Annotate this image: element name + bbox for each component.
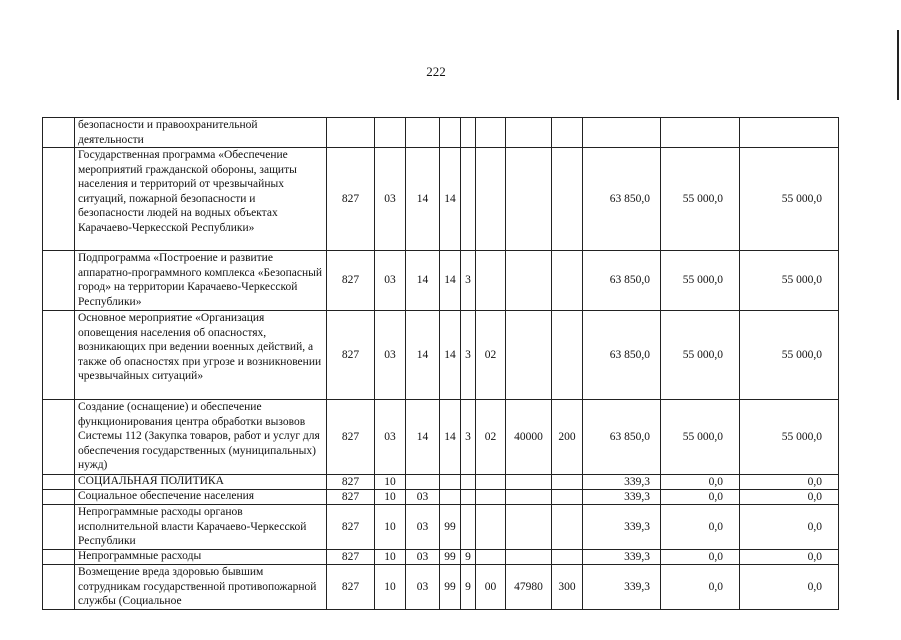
direction-code-cell: 47980 xyxy=(506,565,552,610)
subprogram-code-cell: 3 xyxy=(461,400,476,475)
admin-code-cell: 827 xyxy=(327,475,375,490)
direction-code-cell xyxy=(506,311,552,400)
subsection-code-cell: 03 xyxy=(406,565,440,610)
item-name-cell: Непрограммные расходы органов исполнительной власти Карачаево-Черкесской Республики xyxy=(75,505,327,550)
subsection-code-cell: 14 xyxy=(406,251,440,311)
subprogram-code-cell xyxy=(461,505,476,550)
subsection-code-cell: 14 xyxy=(406,400,440,475)
admin-code-cell: 827 xyxy=(327,251,375,311)
amount-year3-cell: 0,0 xyxy=(740,490,839,505)
section-code-cell: 10 xyxy=(375,490,406,505)
expense-type-cell xyxy=(552,148,583,251)
row-number-cell xyxy=(43,311,75,400)
amount-year3-cell: 55 000,0 xyxy=(740,148,839,251)
admin-code-cell: 827 xyxy=(327,505,375,550)
admin-code-cell xyxy=(327,118,375,148)
expense-type-cell xyxy=(552,118,583,148)
section-code-cell: 10 xyxy=(375,505,406,550)
section-code-cell: 10 xyxy=(375,565,406,610)
table-row xyxy=(43,118,839,148)
row-number-cell xyxy=(43,550,75,565)
admin-code-cell: 827 xyxy=(327,565,375,610)
program-code-cell: 99 xyxy=(440,565,461,610)
row-number-cell xyxy=(43,148,75,251)
item-name-cell: Основное мероприятие «Организация оповещения населения об опасностях, возникающих при ведении военных действий, а также об опасностях при угрозе и возникновении чрезвычайных ситуаций» xyxy=(75,311,327,400)
expense-type-cell xyxy=(552,505,583,550)
section-code-cell xyxy=(375,118,406,148)
admin-code-cell: 827 xyxy=(327,400,375,475)
direction-code-cell xyxy=(506,475,552,490)
page-number: 222 xyxy=(426,64,446,79)
table-row xyxy=(43,400,839,475)
direction-code-cell xyxy=(506,118,552,148)
subprogram-code-cell xyxy=(461,475,476,490)
amount-year1-cell: 339,3 xyxy=(583,505,661,550)
section-code-cell: 03 xyxy=(375,311,406,400)
event-code-cell xyxy=(476,251,506,311)
event-code-cell: 00 xyxy=(476,565,506,610)
amount-year2-cell xyxy=(661,118,740,148)
item-name-cell: СОЦИАЛЬНАЯ ПОЛИТИКА xyxy=(75,475,327,490)
expense-type-cell xyxy=(552,475,583,490)
amount-year1-cell: 63 850,0 xyxy=(583,251,661,311)
table-row xyxy=(43,565,839,610)
subsection-code-cell xyxy=(406,475,440,490)
subsection-code-cell: 03 xyxy=(406,550,440,565)
event-code-cell: 02 xyxy=(476,400,506,475)
table-row xyxy=(43,251,839,311)
item-name-cell: Социальное обеспечение населения xyxy=(75,490,327,505)
row-number-cell xyxy=(43,490,75,505)
amount-year1-cell: 339,3 xyxy=(583,490,661,505)
subsection-code-cell: 03 xyxy=(406,490,440,505)
item-name-cell: Непрограммные расходы xyxy=(75,550,327,565)
item-name-cell: Подпрограмма «Построение и развитие аппаратно-программного комплекса «Безопасный город» на территории Карачаево-Черкесской Республики» xyxy=(75,251,327,311)
expense-type-cell xyxy=(552,550,583,565)
expense-type-cell: 200 xyxy=(552,400,583,475)
table-row xyxy=(43,311,839,400)
event-code-cell xyxy=(476,118,506,148)
row-number-cell xyxy=(43,565,75,610)
subsection-code-cell: 03 xyxy=(406,505,440,550)
amount-year3-cell: 0,0 xyxy=(740,505,839,550)
amount-year1-cell: 339,3 xyxy=(583,550,661,565)
subsection-code-cell xyxy=(406,118,440,148)
event-code-cell xyxy=(476,490,506,505)
admin-code-cell: 827 xyxy=(327,550,375,565)
program-code-cell: 14 xyxy=(440,400,461,475)
subprogram-code-cell xyxy=(461,118,476,148)
amount-year3-cell: 0,0 xyxy=(740,565,839,610)
program-code-cell xyxy=(440,475,461,490)
table-row xyxy=(43,475,839,490)
subprogram-code-cell: 9 xyxy=(461,550,476,565)
subprogram-code-cell xyxy=(461,490,476,505)
amount-year3-cell: 55 000,0 xyxy=(740,251,839,311)
program-code-cell: 14 xyxy=(440,311,461,400)
item-name-cell: Создание (оснащение) и обеспечение функционирования центра обработки вызовов Системы 112 (Закупка товаров, работ и услуг для обеспечения государственных (муниципальных) нужд) xyxy=(75,400,327,475)
direction-code-cell xyxy=(506,251,552,311)
subsection-code-cell: 14 xyxy=(406,148,440,251)
subsection-code-cell: 14 xyxy=(406,311,440,400)
event-code-cell xyxy=(476,550,506,565)
row-number-cell xyxy=(43,400,75,475)
direction-code-cell xyxy=(506,490,552,505)
page-edge-mark xyxy=(897,30,899,100)
amount-year3-cell xyxy=(740,118,839,148)
admin-code-cell: 827 xyxy=(327,311,375,400)
amount-year3-cell: 55 000,0 xyxy=(740,400,839,475)
amount-year1-cell: 63 850,0 xyxy=(583,311,661,400)
subprogram-code-cell: 3 xyxy=(461,251,476,311)
program-code-cell xyxy=(440,490,461,505)
table-row xyxy=(43,148,839,251)
budget-table xyxy=(42,117,839,610)
amount-year3-cell: 0,0 xyxy=(740,550,839,565)
amount-year1-cell: 339,3 xyxy=(583,475,661,490)
event-code-cell xyxy=(476,475,506,490)
amount-year2-cell: 55 000,0 xyxy=(661,251,740,311)
direction-code-cell xyxy=(506,148,552,251)
amount-year3-cell: 55 000,0 xyxy=(740,311,839,400)
subprogram-code-cell: 9 xyxy=(461,565,476,610)
expense-type-cell: 300 xyxy=(552,565,583,610)
amount-year1-cell: 63 850,0 xyxy=(583,148,661,251)
direction-code-cell: 40000 xyxy=(506,400,552,475)
event-code-cell xyxy=(476,505,506,550)
direction-code-cell xyxy=(506,505,552,550)
program-code-cell: 14 xyxy=(440,148,461,251)
item-name-cell: Возмещение вреда здоровью бывшим сотрудникам государственной противопожарной службы (Социальное xyxy=(75,565,327,610)
amount-year2-cell: 0,0 xyxy=(661,475,740,490)
amount-year2-cell: 55 000,0 xyxy=(661,400,740,475)
amount-year2-cell: 0,0 xyxy=(661,550,740,565)
amount-year1-cell: 339,3 xyxy=(583,565,661,610)
amount-year1-cell: 63 850,0 xyxy=(583,400,661,475)
section-code-cell: 10 xyxy=(375,550,406,565)
expense-type-cell xyxy=(552,251,583,311)
event-code-cell xyxy=(476,148,506,251)
amount-year3-cell: 0,0 xyxy=(740,475,839,490)
admin-code-cell: 827 xyxy=(327,490,375,505)
amount-year2-cell: 0,0 xyxy=(661,490,740,505)
program-code-cell: 99 xyxy=(440,550,461,565)
subprogram-code-cell: 3 xyxy=(461,311,476,400)
amount-year2-cell: 55 000,0 xyxy=(661,311,740,400)
expense-type-cell xyxy=(552,311,583,400)
amount-year1-cell xyxy=(583,118,661,148)
admin-code-cell: 827 xyxy=(327,148,375,251)
amount-year2-cell: 0,0 xyxy=(661,565,740,610)
item-name-cell: безопасности и правоохранительной деятельности xyxy=(75,118,327,148)
subprogram-code-cell xyxy=(461,148,476,251)
row-number-cell xyxy=(43,505,75,550)
expense-type-cell xyxy=(552,490,583,505)
table-row xyxy=(43,505,839,550)
row-number-cell xyxy=(43,118,75,148)
row-number-cell xyxy=(43,251,75,311)
section-code-cell: 10 xyxy=(375,475,406,490)
section-code-cell: 03 xyxy=(375,400,406,475)
event-code-cell: 02 xyxy=(476,311,506,400)
item-name-cell: Государственная программа «Обеспечение мероприятий гражданской обороны, защиты населения и территорий от чрезвычайных ситуаций, пожарной безопасности и безопасности людей на водных объектах Карачаево-Черкесской Республики» xyxy=(75,148,327,251)
table-row xyxy=(43,490,839,505)
section-code-cell: 03 xyxy=(375,251,406,311)
direction-code-cell xyxy=(506,550,552,565)
amount-year2-cell: 0,0 xyxy=(661,505,740,550)
program-code-cell: 14 xyxy=(440,251,461,311)
program-code-cell xyxy=(440,118,461,148)
table-row xyxy=(43,550,839,565)
section-code-cell: 03 xyxy=(375,148,406,251)
program-code-cell: 99 xyxy=(440,505,461,550)
row-number-cell xyxy=(43,475,75,490)
amount-year2-cell: 55 000,0 xyxy=(661,148,740,251)
